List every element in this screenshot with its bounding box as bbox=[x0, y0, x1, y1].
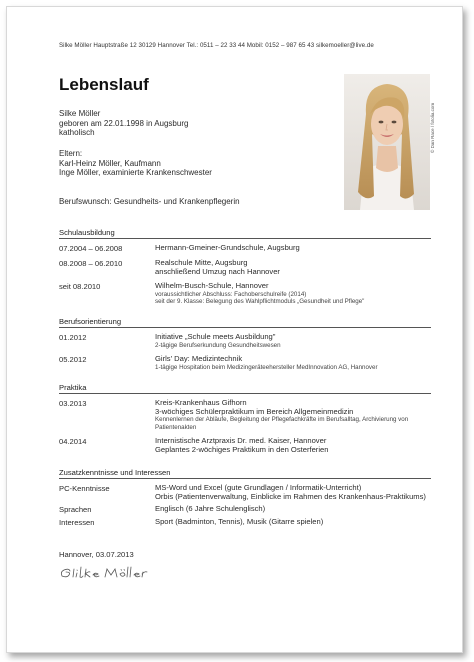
entry-title: Initiative „Schule meets Ausbildung" bbox=[155, 332, 276, 341]
page-title: Lebenslauf bbox=[59, 75, 149, 94]
section-heading: Berufsorientierung bbox=[59, 317, 431, 328]
entry-label: PC-Kenntnisse bbox=[59, 484, 110, 493]
list-item bbox=[59, 333, 431, 349]
list-item bbox=[59, 437, 431, 454]
entry-label: Interessen bbox=[59, 518, 95, 528]
photo-credit: © Dan Race / fotolia.com bbox=[430, 102, 435, 153]
section-skills bbox=[59, 468, 431, 531]
entry-title: Realschule Mitte, Augsburg bbox=[155, 258, 248, 267]
entry-title: Wilhelm-Busch-Schule, Hannover bbox=[155, 281, 269, 291]
list-item bbox=[59, 282, 431, 305]
entry-detail: 2-tägige Berufserkundung Gesundheitswesen bbox=[155, 341, 281, 349]
portrait-illustration bbox=[344, 74, 430, 210]
entry-detail: voraussichtlicher Abschluss: Fachoberschulreife (2014) bbox=[155, 290, 307, 298]
religion: katholisch bbox=[59, 128, 95, 138]
applicant-name: Silke Möller bbox=[59, 109, 101, 118]
section-heading: Zusatzkenntnisse und Interessen bbox=[59, 468, 431, 479]
entry-subtitle: Geplantes 2-wöchiges Praktikum in den Osterferien bbox=[155, 444, 329, 454]
entry-subtitle: 3-wöchiges Schülerpraktikum im Bereich Allgemeinmedizin bbox=[155, 406, 354, 416]
section-heading: Praktika bbox=[59, 383, 431, 394]
signature bbox=[59, 563, 149, 586]
entry-title: Kreis-Krankenhaus Gifhorn bbox=[155, 398, 247, 407]
entry-label: Sprachen bbox=[59, 505, 92, 515]
list-item bbox=[59, 505, 431, 514]
entry-title: MS-Word und Excel (gute Grundlagen / Informatik-Unterricht) bbox=[155, 483, 362, 492]
personal-info bbox=[59, 109, 188, 138]
entry-date: 04.2014 bbox=[59, 437, 87, 446]
list-item bbox=[59, 484, 431, 501]
section-internships bbox=[59, 383, 431, 460]
entry-detail: 1-tägige Hospitation beim Medizingeräteehersteller MedInnovation AG, Hannover bbox=[155, 363, 378, 371]
entry-title: Hermann-Gmeiner-Grundschule, Augsburg bbox=[155, 243, 300, 252]
section-career-orientation bbox=[59, 317, 431, 377]
signature-drawing bbox=[59, 563, 149, 581]
section-school bbox=[59, 228, 431, 312]
list-item bbox=[59, 244, 431, 253]
entry-title: Internistische Arztpraxis Dr. med. Kaiser, Hannover bbox=[155, 436, 327, 445]
applicant-photo bbox=[344, 74, 430, 210]
list-item bbox=[59, 355, 431, 371]
entry-date: 07.2004 – 06.2008 bbox=[59, 244, 123, 253]
father-info: Karl-Heinz Möller, Kaufmann bbox=[59, 158, 161, 168]
entry-detail: Kennenlernen der Abläufe, Begleitung der Pflegefachkräfte im Berufsalltag, Archivierung von Patientenakten bbox=[155, 416, 409, 431]
section-heading: Schulausbildung bbox=[59, 228, 431, 239]
list-item bbox=[59, 399, 431, 431]
mother-info: Inge Möller, examinierte Krankenschwester bbox=[59, 168, 212, 178]
entry-date: 08.2008 – 06.2010 bbox=[59, 259, 123, 268]
place-date: Hannover, 03.07.2013 bbox=[59, 550, 134, 559]
list-item bbox=[59, 259, 431, 276]
entry-title: Girls' Day: Medizintechnik bbox=[155, 354, 243, 363]
entry-date: 03.2013 bbox=[59, 399, 87, 408]
entry-date: 01.2012 bbox=[59, 333, 87, 342]
career-wish: Berufswunsch: Gesundheits- und Krankenpflegerin bbox=[59, 197, 240, 206]
parents-label: Eltern: bbox=[59, 149, 83, 158]
entry-title: Englisch (6 Jahre Schulenglisch) bbox=[155, 504, 266, 514]
cv-page bbox=[6, 6, 463, 653]
entry-detail: seit der 9. Klasse: Belegung des Wahlpflichtmoduls „Gesundheit und Pflege" bbox=[155, 298, 365, 306]
entry-subtitle: Orbis (Patientenverwaltung, Einblicke im Rahmen des Krankenhaus-Praktikums) bbox=[155, 491, 426, 501]
parents-info bbox=[59, 149, 212, 178]
entry-date: seit 08.2010 bbox=[59, 282, 101, 292]
entry-date: 05.2012 bbox=[59, 355, 87, 364]
list-item bbox=[59, 518, 431, 527]
entry-title: Sport (Badminton, Tennis), Musik (Gitarre spielen) bbox=[155, 517, 324, 527]
birth-info: geboren am 22.01.1998 in Augsburg bbox=[59, 118, 189, 128]
entry-detail: anschließend Umzug nach Hannover bbox=[155, 266, 280, 276]
contact-line: Silke Möller Hauptstraße 12 30129 Hannover Tel.: 0511 – 22 33 44 Mobil: 0152 – 987 65 43 silkemoeller@live.de bbox=[59, 42, 374, 49]
